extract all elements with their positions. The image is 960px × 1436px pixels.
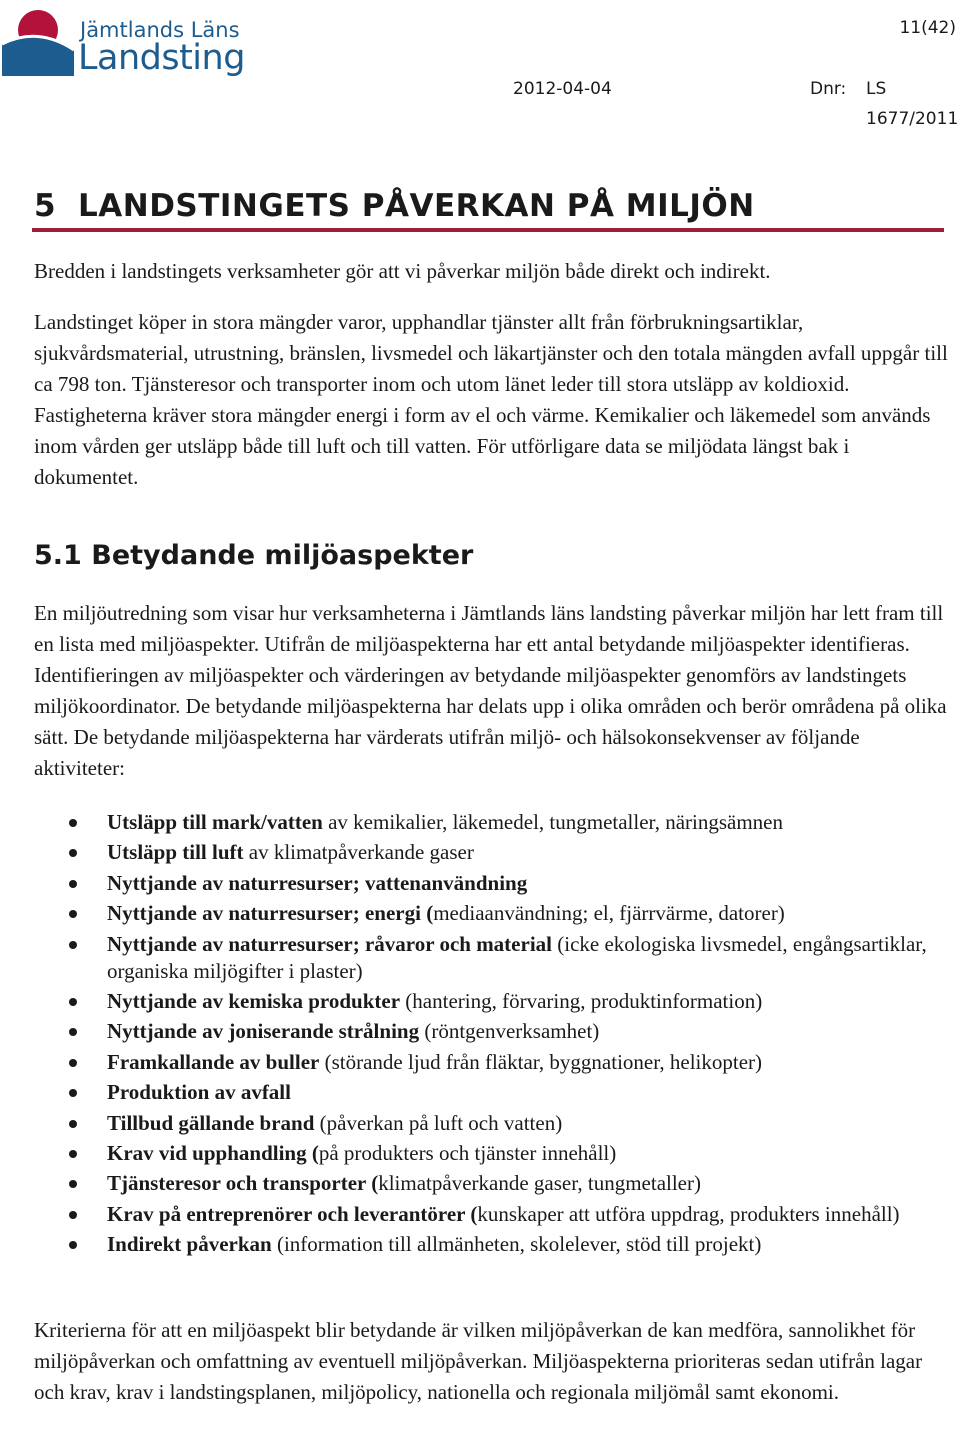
aspect-detail: (icke ekologiska livsmedel, engångsartiklar, organiska miljögifter i plaster) bbox=[107, 931, 927, 983]
dnr-prefix: LS bbox=[866, 79, 887, 99]
bullet-icon bbox=[69, 1120, 77, 1128]
aspect-term: Utsläpp till luft bbox=[107, 840, 244, 865]
bullet-icon bbox=[69, 1089, 77, 1097]
aspect-term: Utsläpp till mark/vatten bbox=[107, 810, 323, 834]
aspect-term: Nyttjande av naturresurser; råvaror och material bbox=[107, 931, 552, 956]
aspect-term: Krav på entreprenörer och leverantörer ( bbox=[107, 1201, 478, 1226]
bullet-icon bbox=[69, 819, 77, 827]
list-item bbox=[34, 1140, 949, 1167]
aspect-detail: (påverkan på luft och vatten) bbox=[314, 1110, 563, 1135]
section-title: Betydande miljöaspekter bbox=[91, 540, 474, 571]
bullet-icon bbox=[69, 1211, 77, 1219]
bullet-icon bbox=[69, 1241, 77, 1249]
aspect-term: Indirekt påverkan bbox=[107, 1232, 272, 1257]
list-item bbox=[34, 1079, 949, 1106]
bullet-icon bbox=[69, 910, 77, 918]
chapter-title: LANDSTINGETS PÅVERKAN PÅ MILJÖN bbox=[78, 188, 755, 224]
landsting-paragraph: Landstinget köper in stora mängder varor, upphandlar tjänster allt från förbrukningsartiklar, sjukvårdsmaterial, utrustning, bränslen, livsmedel och läkartjänster och den totala mängden avfall uppgår till ca 798 ton. Tjänsteresor och transporter inom och utom länet leder till stora utsläpp av koldioxid. Fastigheterna kräver stora mängder energi i form av el och värme. Kemikalier och läkemedel som används inom vården ger utsläpp både till luft och till vatten. För utförligare data se miljödata längst bak i dokumentet. bbox=[34, 310, 948, 489]
list-item bbox=[34, 931, 949, 985]
aspect-detail: (störande ljud från fläktar, byggnationer, helikopter) bbox=[319, 1049, 763, 1074]
aspect-term: Nyttjande av joniserande strålning bbox=[107, 1019, 420, 1044]
list-item bbox=[34, 870, 949, 897]
document-date: 2012-04-04 bbox=[513, 79, 612, 99]
aspect-detail: av klimatpåverkande gaser bbox=[243, 840, 474, 865]
bullet-icon bbox=[69, 880, 77, 888]
aspect-term: Nyttjande av kemiska produkter bbox=[107, 988, 401, 1013]
intro-paragraph: Bredden i landstingets verksamheter gör att vi påverkar miljön både direkt och indirekt. bbox=[34, 259, 771, 283]
logo-text-line2: Landsting bbox=[78, 38, 245, 78]
landsting-logo bbox=[2, 4, 245, 84]
list-item bbox=[34, 1170, 949, 1197]
dnr-label: Dnr: bbox=[810, 79, 847, 99]
list-item bbox=[34, 839, 949, 866]
list-item bbox=[34, 1110, 949, 1137]
bullet-icon bbox=[69, 1028, 77, 1036]
section-number: 5.1 bbox=[34, 540, 82, 571]
logo-mark-icon bbox=[2, 6, 74, 76]
bullet-icon bbox=[69, 1180, 77, 1188]
bullet-icon bbox=[69, 1059, 77, 1067]
list-item bbox=[34, 988, 949, 1015]
bullet-icon bbox=[69, 849, 77, 857]
aspect-detail: (hantering, förvaring, produktinformation) bbox=[400, 988, 763, 1013]
chapter-number: 5 bbox=[34, 188, 57, 224]
section-paragraph: En miljöutredning som visar hur verksamheterna i Jämtlands läns landsting påverkar miljön har lett fram till en lista med miljöaspekter. Utifrån de miljöaspekterna har ett antal betydande miljöaspekter identifieras. Identifieringen av miljöaspekter och värderingen av betydande miljöaspekter genomförs av landstingets miljökoordinator. De betydande miljöaspekterna har delats upp i olika områden och berör områdena på olika sätt. De betydande miljöaspekterna har värderats utifrån miljö- och hälsokonsekvenser av följande aktiviteter: bbox=[34, 601, 947, 780]
aspect-term: Krav vid upphandling ( bbox=[107, 1140, 319, 1165]
list-item bbox=[34, 809, 949, 836]
bullet-icon bbox=[69, 998, 77, 1006]
chapter-heading bbox=[34, 188, 755, 224]
aspect-term: Tillbud gällande brand bbox=[107, 1110, 315, 1135]
section-heading bbox=[34, 540, 473, 571]
aspect-detail: mediaanvändning; el, fjärrvärme, datorer) bbox=[433, 901, 785, 926]
list-item bbox=[34, 1231, 949, 1258]
aspect-detail: kunskaper att utföra uppdrag, produkters innehåll) bbox=[477, 1201, 900, 1226]
bullet-icon bbox=[69, 941, 77, 949]
aspect-term: Framkallande av buller bbox=[107, 1049, 320, 1074]
aspect-detail: (information till allmänheten, skolelever, stöd till projekt) bbox=[271, 1232, 762, 1257]
criteria-paragraph: Kriterierna för att en miljöaspekt blir betydande är vilken miljöpåverkan de kan medföra, sannolikhet för miljöpåverkan och omfattning av eventuell miljöpåverkan. Miljöaspekterna prioriteras sedan utifrån lagar och krav, krav i landstingsplanen, miljöpolicy, nationella och regionala miljömål samt ekonomi. bbox=[34, 1318, 923, 1404]
logo-text-line1: Jämtlands Läns bbox=[80, 18, 240, 42]
aspect-term: Nyttjande av naturresurser; vattenanvändning bbox=[107, 870, 528, 895]
dnr-number: 1677/2011 bbox=[866, 109, 959, 129]
aspect-term: Produktion av avfall bbox=[107, 1080, 291, 1105]
list-item bbox=[34, 1018, 949, 1045]
page-number: 11(42) bbox=[899, 18, 956, 38]
aspect-detail: klimatpåverkande gaser, tungmetaller) bbox=[378, 1171, 701, 1196]
aspect-detail: på produkters och tjänster innehåll) bbox=[318, 1140, 617, 1165]
bullet-icon bbox=[69, 1150, 77, 1158]
list-item bbox=[34, 1049, 949, 1076]
list-item bbox=[34, 900, 949, 927]
aspect-term: Nyttjande av naturresurser; energi ( bbox=[107, 901, 434, 926]
aspect-term: Tjänsteresor och transporter ( bbox=[107, 1171, 379, 1196]
aspect-detail: (röntgenverksamhet) bbox=[419, 1019, 600, 1044]
aspect-detail: av kemikalier, läkemedel, tungmetaller, näringsämnen bbox=[322, 810, 783, 834]
aspect-list bbox=[34, 809, 949, 1261]
list-item bbox=[34, 1201, 949, 1228]
heading-divider bbox=[32, 228, 944, 232]
